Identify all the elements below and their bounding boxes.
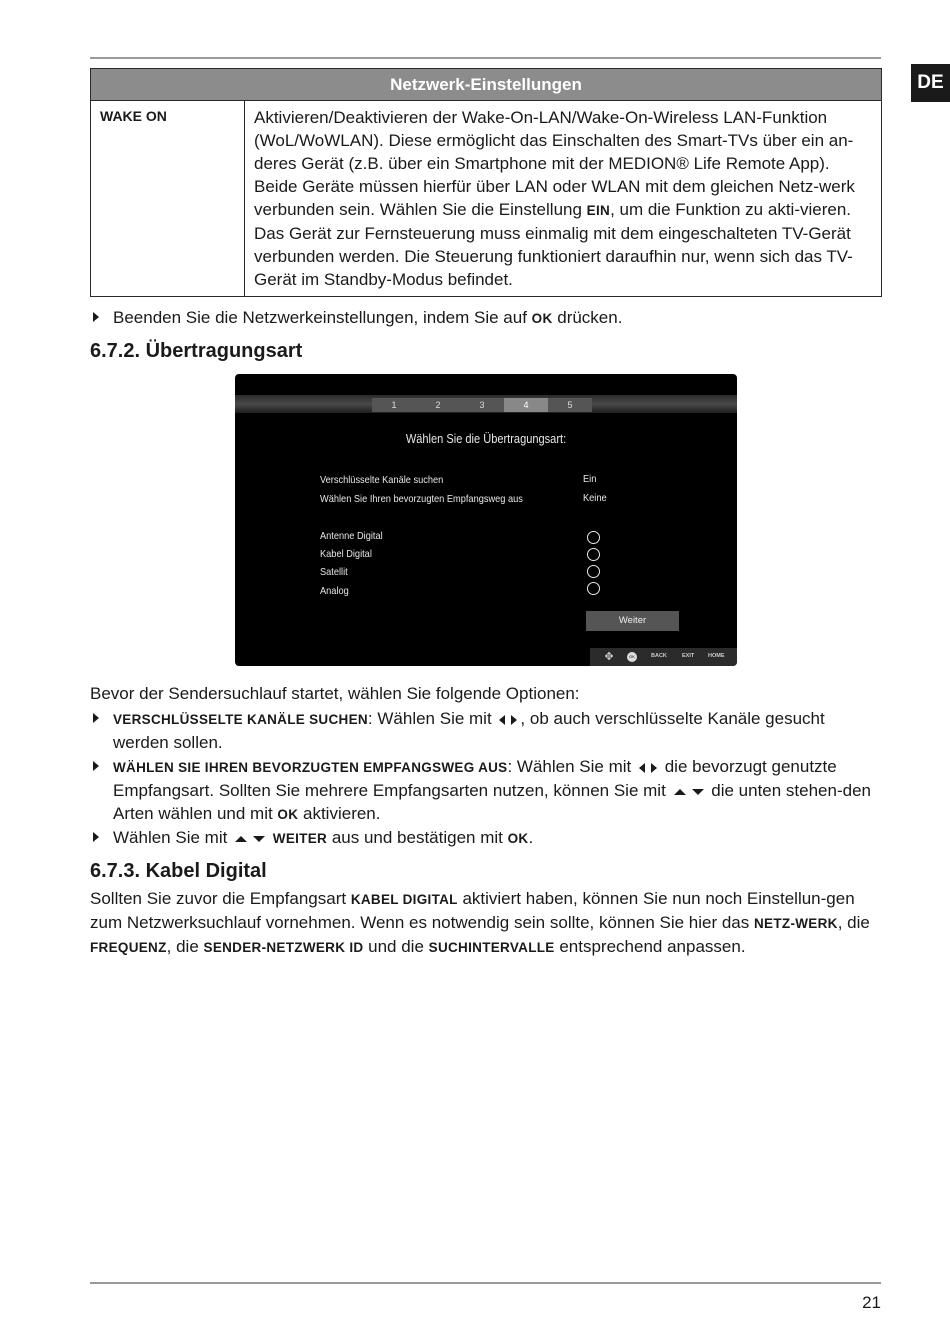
tv-radio-kabel-digital (587, 548, 600, 561)
table-value-wake-on (245, 101, 881, 296)
bullet-reception-path (90, 755, 882, 826)
tv-title: Wählen Sie die Übertragungsart: (405, 431, 567, 446)
bullet-encrypted-channels (90, 707, 882, 754)
paragraph-text: und die (363, 937, 429, 956)
arrow-left-icon (499, 715, 505, 725)
tv-footer-exit: EXIT (682, 653, 695, 659)
tv-step-3: 3 (460, 398, 504, 412)
tv-option-antenne-digital: Antenne Digital (320, 530, 383, 542)
tv-footer (590, 648, 737, 666)
keyword-ok: OK (531, 311, 553, 326)
language-badge: DE (911, 64, 950, 102)
tv-label-reception-path: Wählen Sie Ihren bevorzugten Empfangsweg aus (320, 493, 523, 505)
network-settings-table (90, 68, 882, 297)
bullet-next (90, 826, 882, 850)
paragraph-text: , die (837, 913, 870, 932)
paragraph-text: entsprechend anpassen. (554, 937, 746, 956)
arrow-down-icon (692, 789, 704, 795)
tv-step-4: 4 (504, 398, 548, 412)
bullet-triangle-icon (93, 761, 99, 771)
tv-label-encrypted-channels: Verschlüsselte Kanäle suchen (320, 474, 444, 486)
bullet-text: aus und bestätigen mit (327, 828, 508, 847)
bullet-text: Wählen Sie mit (113, 828, 233, 847)
table-row (91, 101, 881, 296)
keyword: FREQUENZ (90, 940, 167, 955)
tv-value-reception-path: Keine (583, 492, 607, 504)
keyword: VERSCHLÜSSELTE KANÄLE SUCHEN (113, 712, 368, 727)
arrow-up-icon (235, 836, 247, 842)
paragraph-text: Sollten Sie zuvor die Empfangsart (90, 889, 351, 908)
tv-radio-antenne-digital (587, 531, 600, 544)
bullet-triangle-icon (93, 713, 99, 723)
arrow-left-icon (639, 763, 645, 773)
tv-value-encrypted-channels: Ein (583, 473, 597, 485)
tv-radio-satellit (587, 565, 600, 578)
bullet-text: drücken. (552, 308, 623, 327)
bullet-text: , ob auch verschlüsselte Kanäle gesucht werden sollen. (113, 709, 825, 752)
paragraph-text: aktiviert haben, können Sie nun noch Einstellun-gen zum Netzwerksuchlauf vornehmen. Wenn es notwendig sein sollte, können Sie hier das (90, 889, 855, 932)
keyword: WÄHLEN SIE IHREN BEVORZUGTEN EMPFANGSWEG AUS (113, 760, 508, 775)
bullet-text: . (528, 828, 534, 847)
arrow-right-icon (651, 763, 657, 773)
bullet-text: : Wählen Sie mit (367, 709, 497, 728)
bullet-exit (90, 306, 882, 330)
paragraph-text: , die (166, 937, 204, 956)
table-value-text-2: , um die Funktion zu akti-vieren. Das Gerät zur Fernsteuerung muss einmalig mit dem eingeschalteten TV-Gerät verbunden werden. Die Steuerung funktioniert daraufhin nur, wenn sich das TV-Gerät im Standby-Modus befindet. (254, 200, 853, 289)
keyword-weiter: WEITER (272, 831, 328, 846)
tv-radio-analog (587, 582, 600, 595)
bullet-text: die unten stehen-den Arten wählen und mit (113, 781, 871, 823)
tv-step-5: 5 (548, 398, 592, 412)
arrow-right-icon (511, 715, 517, 725)
section-heading-kabel-digital: 6.7.3. Kabel Digital (90, 860, 267, 882)
tv-option-satellit: Satellit (320, 566, 348, 578)
bullet-text: aktivieren. (298, 804, 381, 823)
table-header: Netzwerk-Einstellungen (91, 69, 881, 101)
tv-footer-back: BACK (651, 653, 667, 659)
bullet-triangle-icon (93, 832, 99, 842)
tv-steps (372, 398, 592, 412)
top-rule (90, 57, 881, 59)
tv-step-1: 1 (372, 398, 416, 412)
bullet-text: : Wählen Sie mit (507, 757, 636, 776)
kabel-digital-paragraph (90, 887, 882, 959)
table-key-wake-on: WAKE ON (91, 101, 245, 296)
tv-step-2: 2 (416, 398, 460, 412)
table-value-text-1: Aktivieren/Deaktivieren der Wake-On-LAN/Wake-On-Wireless LAN-Funktion (WoL/WoWLAN). Diese ermöglicht das Einschalten des Smart-TVs über ein an-deres Gerät (z.B. über ein Smartphone mit der MEDION® Life Remote App). Beide Geräte müssen hierfür über LAN oder WLAN mit dem gleichen Netz-werk verbunden sein. Wählen Sie die Einstellung (254, 108, 855, 219)
page-number: 21 (862, 1293, 881, 1312)
arrow-up-icon (674, 789, 686, 795)
bullet-triangle-icon (93, 312, 99, 322)
tv-option-analog: Analog (320, 585, 349, 597)
keyword: SENDER-NETZWERK ID (203, 940, 364, 955)
keyword: SUCHINTERVALLE (428, 940, 555, 955)
dpad-icon: ✥ (604, 651, 614, 663)
arrow-down-icon (253, 836, 265, 842)
keyword-ok: OK (507, 831, 529, 846)
intro-text: Bevor der Sendersuchlauf startet, wählen Sie folgende Optionen: (90, 684, 580, 703)
tv-option-kabel-digital: Kabel Digital (320, 548, 372, 560)
bullet-text: Beenden Sie die Netzwerkeinstellungen, indem Sie auf (113, 308, 532, 327)
tv-next-button: Weiter (586, 611, 679, 631)
bullet-text: die bevorzugt genutzte Empfangsart. Sollten Sie mehrere Empfangsarten nutzen, können Sie mit (113, 757, 837, 800)
bottom-rule (90, 1282, 881, 1284)
tv-footer-home: HOME (708, 653, 725, 659)
keyword-ok: OK (277, 807, 299, 822)
section-heading-uebertragungsart: 6.7.2. Übertragungsart (90, 340, 303, 362)
keyword: KABEL DIGITAL (350, 892, 458, 907)
ok-button-icon: OK (627, 652, 637, 662)
tv-screenshot (235, 374, 737, 666)
keyword: NETZ-WERK (754, 916, 838, 931)
keyword-ein: EIN (586, 203, 611, 218)
